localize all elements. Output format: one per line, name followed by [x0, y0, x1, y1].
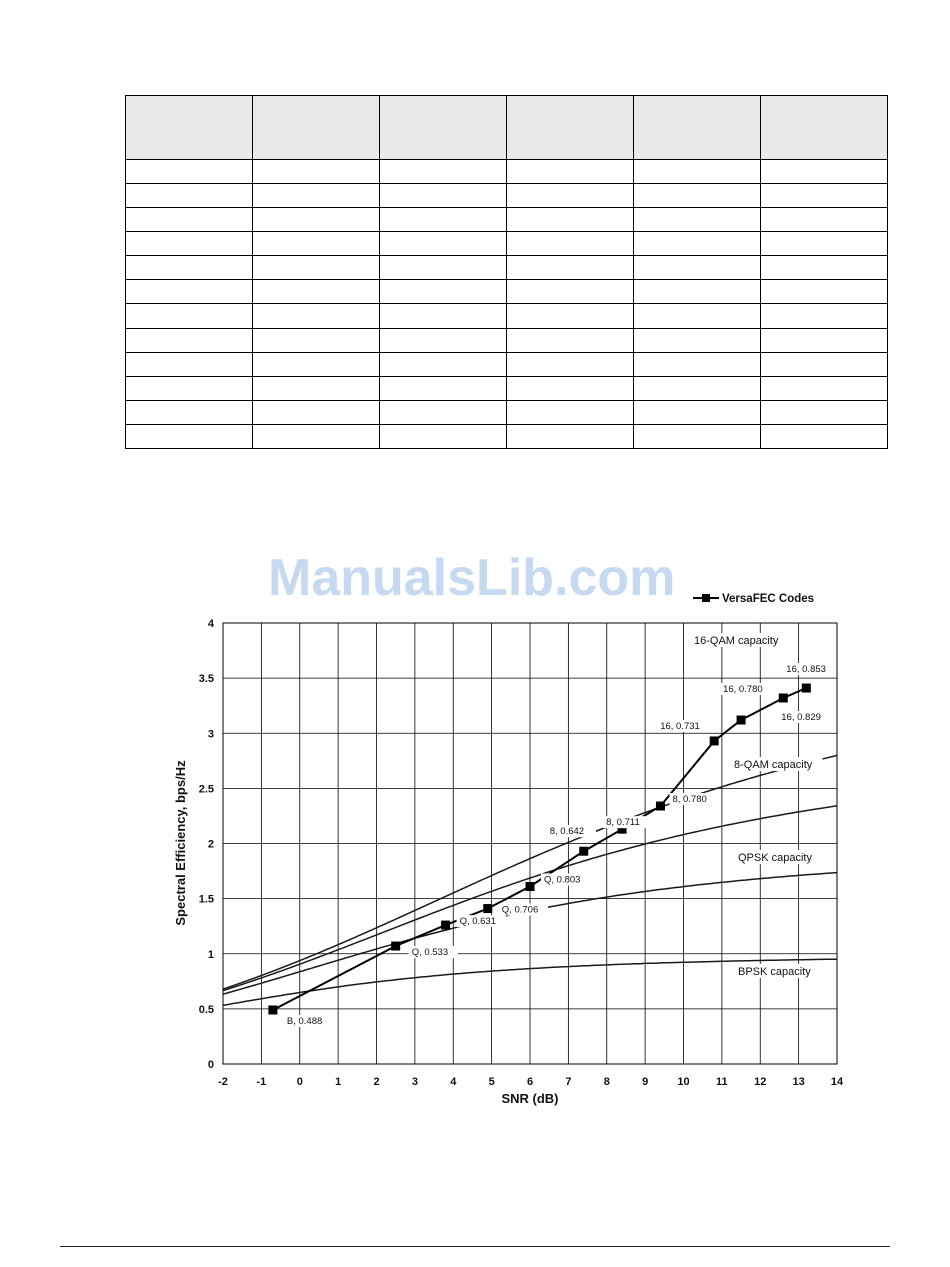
y-tick-label: 4 [207, 618, 214, 630]
legend-label: VersaFEC Codes [722, 593, 815, 605]
x-tick-label: 0 [296, 1076, 303, 1088]
x-tick-label: 2 [373, 1076, 380, 1088]
x-tick-label: -2 [218, 1076, 228, 1088]
point-label: Q, 0.803 [544, 874, 581, 886]
x-tick-label: 6 [526, 1076, 534, 1088]
series-marker [802, 684, 811, 693]
series-marker [737, 716, 746, 725]
series-marker [710, 736, 719, 745]
point-label: 16, 0.780 [723, 684, 763, 696]
x-tick-labels [218, 1076, 844, 1088]
y-tick-label: 1.5 [198, 893, 214, 906]
point-label: 8, 0.711 [606, 817, 640, 829]
point-label: Q, 0.706 [501, 904, 539, 916]
point-label: B, 0.488 [286, 1015, 323, 1027]
point-label: 16, 0.853 [786, 664, 826, 676]
point-label: Q, 0.533 [411, 947, 449, 959]
y-tick-label: 0 [207, 1059, 214, 1071]
capacity-label: 16-QAM capacity [694, 635, 779, 647]
x-tick-label: 8 [603, 1076, 610, 1088]
series-marker [526, 882, 535, 891]
series-marker [391, 942, 400, 951]
x-tick-label: 3 [411, 1076, 418, 1088]
y-axis-title: Spectral Efficiency, bps/Hz [173, 760, 188, 926]
capacity-label: QPSK capacity [738, 852, 812, 864]
x-tick-label: 5 [488, 1076, 495, 1088]
x-tick-label: -1 [256, 1076, 267, 1088]
watermark: ManualsLib.com [268, 549, 676, 607]
y-tick-label: 1 [207, 948, 214, 961]
point-label: 16, 0.731 [660, 720, 700, 732]
series-marker [268, 1005, 277, 1014]
x-tick-label: 13 [792, 1076, 805, 1088]
series-marker [579, 847, 588, 856]
y-tick-label: 2.5 [198, 783, 214, 796]
x-tick-label: 10 [677, 1076, 690, 1088]
series-marker [483, 904, 492, 913]
capacity-label: BPSK capacity [738, 966, 811, 978]
point-label: 16, 0.829 [781, 711, 821, 723]
y-tick-label: 0.5 [198, 1003, 214, 1016]
x-axis-title: SNR (dB) [501, 1091, 559, 1106]
series-marker [656, 802, 665, 811]
x-tick-label: 12 [754, 1076, 767, 1088]
series-marker [779, 693, 788, 702]
bottom-rule [60, 1246, 890, 1247]
x-tick-label: 1 [335, 1076, 342, 1088]
point-label: Q, 0.631 [459, 916, 497, 928]
x-tick-label: 4 [450, 1076, 457, 1088]
point-label: 8, 0.780 [672, 794, 707, 806]
x-tick-label: 11 [716, 1076, 728, 1088]
x-tick-label: 7 [565, 1076, 572, 1088]
x-tick-label: 14 [830, 1076, 844, 1088]
series-marker [441, 921, 450, 930]
capacity-label: 8-QAM capacity [734, 759, 813, 771]
y-tick-labels [199, 618, 215, 1071]
y-tick-label: 3 [207, 728, 214, 741]
legend [693, 593, 814, 605]
legend-marker [702, 594, 710, 602]
x-tick-label: 9 [642, 1076, 649, 1088]
y-tick-label: 3.5 [198, 673, 214, 686]
point-label: 8, 0.642 [549, 826, 585, 838]
y-tick-label: 2 [207, 838, 214, 851]
